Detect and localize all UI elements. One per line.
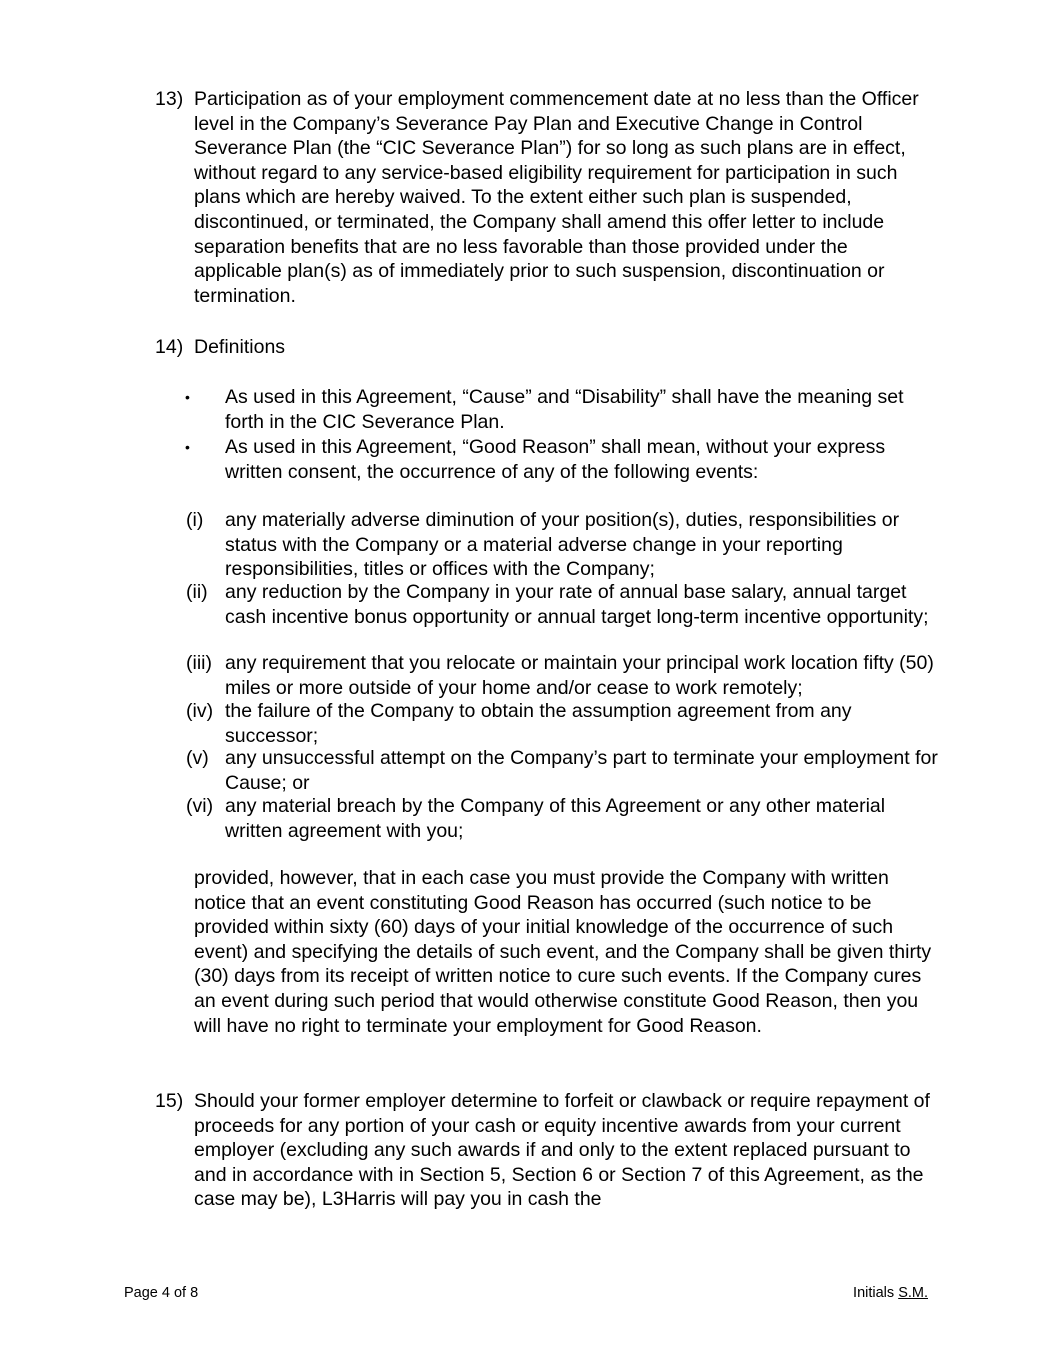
event-item bbox=[186, 699, 946, 748]
event-text: any requirement that you relocate or maintain your principal work location fifty (50) miles or more outside of your home and/or cease to work remotely; bbox=[225, 652, 934, 699]
section-14-heading: Definitions bbox=[194, 336, 286, 358]
bullet-icon: • bbox=[185, 439, 190, 455]
event-text: any reduction by the Company in your rate of annual base salary, annual target cash incentive bonus opportunity or annual target long-term incentive opportunity; bbox=[225, 581, 929, 628]
section-13-number: 13) bbox=[155, 88, 184, 110]
initials-value: S.M. bbox=[898, 1285, 928, 1301]
event-text: any unsuccessful attempt on the Company’s part to terminate your employment for Cause; or bbox=[225, 747, 938, 794]
bullet-text: As used in this Agreement, “Good Reason” shall mean, without your express written consent, the occurrence of any of the following events: bbox=[225, 436, 886, 483]
page-number: Page 4 of 8 bbox=[124, 1285, 199, 1301]
event-item bbox=[186, 794, 946, 843]
section-14-number: 14) bbox=[155, 336, 184, 358]
bullet-icon: • bbox=[185, 389, 190, 405]
event-item bbox=[186, 746, 946, 795]
section-15-text: Should your former employer determine to forfeit or clawback or require repayment of proceeds for any portion of your cash or equity incentive awards from your current employer (excluding any such awards if and only to the extent replaced pursuant to and in accordance with in Section 5, Section 6 or Section 7 of this Agreement, as the case may be), L3Harris will pay you in cash the bbox=[194, 1090, 930, 1211]
section-14 bbox=[155, 335, 945, 360]
event-text: any material breach by the Company of this Agreement or any other material written agreement with you; bbox=[225, 795, 886, 842]
event-text: the failure of the Company to obtain the assumption agreement from any successor; bbox=[225, 700, 852, 747]
event-label: (i) bbox=[186, 509, 204, 531]
definition-bullet bbox=[185, 385, 945, 434]
section-13 bbox=[155, 87, 945, 308]
event-label: (vi) bbox=[186, 795, 214, 817]
event-item bbox=[186, 580, 946, 629]
event-item bbox=[186, 651, 946, 700]
event-label: (iv) bbox=[186, 700, 214, 722]
section-13-text: Participation as of your employment commencement date at no less than the Officer level in the Company’s Severance Pay Plan and Executive Change in Control Severance Plan (the “CIC Severance Plan”) for so long as such plans are in effect, without regard to any service-based eligibility requirement for participation in such plans which are hereby waived. To the extent either such plan is suspended, discontinued, or terminated, the Company shall amend this offer letter to include separation benefits that are no less favorable than those provided under the applicable plan(s) as of immediately prior to such suspension, discontinuation or termination. bbox=[194, 88, 919, 307]
event-item bbox=[186, 508, 946, 582]
good-reason-proviso: provided, however, that in each case you must provide the Company with written notice that an event constituting Good Reason has occurred (such notice to be provided within sixty (60) days of your initial knowledge of the occurrence of such event) and specifying the details of such event, and the Company shall be given thirty (30) days from its receipt of written notice to cure such events. If the Company cures an event during such period that would otherwise constitute Good Reason, then you will have no right to terminate your employment for Good Reason. bbox=[194, 867, 932, 1037]
initials bbox=[853, 1284, 928, 1302]
section-15 bbox=[155, 1089, 945, 1212]
definition-bullet bbox=[185, 435, 945, 484]
event-label: (iii) bbox=[186, 652, 212, 674]
section-15-number: 15) bbox=[155, 1090, 184, 1112]
event-label: (v) bbox=[186, 747, 209, 769]
event-text: any materially adverse diminution of your position(s), duties, responsibilities or status with the Company or a material adverse change in your reporting responsibilities, titles or offices with the Company; bbox=[225, 509, 900, 581]
event-label: (ii) bbox=[186, 581, 208, 603]
initials-label: Initials bbox=[853, 1285, 899, 1301]
bullet-text: As used in this Agreement, “Cause” and “Disability” shall have the meaning set forth in the CIC Severance Plan. bbox=[225, 386, 904, 433]
